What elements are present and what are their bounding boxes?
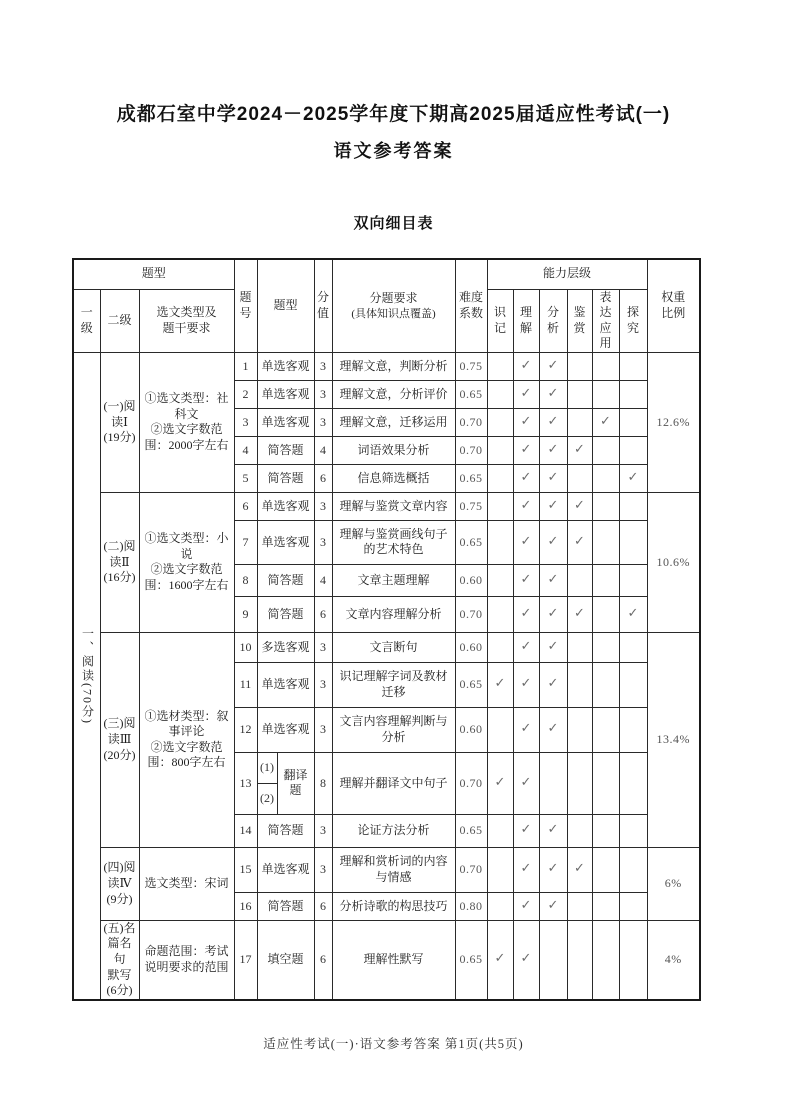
qnum-cell: 1 <box>234 352 257 380</box>
requirement-cell: 文言断句 <box>332 632 455 662</box>
qtype-cell: 简答题 <box>257 814 314 847</box>
group1-selection: ①选文类型：社科文 ②选文字数范围：2000字左右 <box>139 352 234 492</box>
check-biaoda <box>592 464 619 492</box>
difficulty-cell: 0.60 <box>455 564 487 596</box>
check-lijie: ✓ <box>513 520 539 564</box>
check-shiji <box>487 847 513 892</box>
two-way-specification-table <box>72 258 701 1001</box>
check-shiji <box>487 814 513 847</box>
check-fenxi: ✓ <box>539 436 567 464</box>
check-shiji <box>487 596 513 632</box>
check-jianshang: ✓ <box>567 847 592 892</box>
check-biaoda <box>592 436 619 464</box>
check-biaoda <box>592 492 619 520</box>
qnum-cell: 2 <box>234 380 257 408</box>
table-title: 双向细目表 <box>353 215 434 232</box>
check-biaoda <box>592 596 619 632</box>
qnum-cell: 7 <box>234 520 257 564</box>
qtype-cell: 多选客观 <box>257 632 314 662</box>
table-row <box>73 492 700 520</box>
qnum-cell: 5 <box>234 464 257 492</box>
requirement-cell: 识记理解字词及教材迁移 <box>332 662 455 707</box>
header-ability-jianshang: 鉴 赏 <box>567 289 592 352</box>
table-row <box>73 352 700 380</box>
qtype-cell: 单选客观 <box>257 380 314 408</box>
table-row <box>73 632 700 662</box>
group3-weight: 13.4% <box>647 632 700 847</box>
difficulty-cell: 0.60 <box>455 632 487 662</box>
check-fenxi: ✓ <box>539 564 567 596</box>
check-biaoda <box>592 352 619 380</box>
difficulty-cell: 0.65 <box>455 520 487 564</box>
group3-selection: ①选材类型：叙事评论 ②选文字数范围：800字左右 <box>139 632 234 847</box>
check-tanjiu <box>619 632 647 662</box>
check-tanjiu <box>619 707 647 752</box>
score-cell: 4 <box>314 564 332 596</box>
header-question-number: 题 号 <box>234 259 257 352</box>
score-cell: 3 <box>314 520 332 564</box>
header-weight: 权重 比例 <box>647 259 700 352</box>
difficulty-cell: 0.70 <box>455 847 487 892</box>
check-fenxi: ✓ <box>539 707 567 752</box>
score-cell: 3 <box>314 632 332 662</box>
score-cell: 3 <box>314 814 332 847</box>
check-shiji <box>487 564 513 596</box>
qnum-cell: 3 <box>234 408 257 436</box>
requirement-cell: 理解与鉴赏文章内容 <box>332 492 455 520</box>
difficulty-cell: 0.80 <box>455 892 487 920</box>
check-fenxi: ✓ <box>539 847 567 892</box>
score-cell: 3 <box>314 380 332 408</box>
requirement-cell: 分析诗歌的构思技巧 <box>332 892 455 920</box>
requirement-cell: 理解性默写 <box>332 920 455 999</box>
qtype-cell: 简答题 <box>257 464 314 492</box>
header-ability-shiji: 识 记 <box>487 289 513 352</box>
header-question-type-group: 题型 <box>73 259 234 289</box>
check-lijie: ✓ <box>513 847 539 892</box>
group4-weight: 6% <box>647 847 700 920</box>
check-lijie: ✓ <box>513 492 539 520</box>
check-jianshang <box>567 920 592 999</box>
difficulty-cell: 0.60 <box>455 707 487 752</box>
score-cell: 4 <box>314 436 332 464</box>
qtype-cell: 填空题 <box>257 920 314 999</box>
check-fenxi: ✓ <box>539 464 567 492</box>
header-level1: 一级 <box>73 289 100 352</box>
check-shiji <box>487 632 513 662</box>
header-ability-group: 能力层级 <box>487 259 647 289</box>
check-shiji <box>487 520 513 564</box>
check-fenxi: ✓ <box>539 352 567 380</box>
difficulty-cell: 0.65 <box>455 814 487 847</box>
group5-weight: 4% <box>647 920 700 999</box>
check-fenxi: ✓ <box>539 892 567 920</box>
check-jianshang: ✓ <box>567 520 592 564</box>
group2-weight: 10.6% <box>647 492 700 632</box>
check-jianshang <box>567 352 592 380</box>
check-lijie: ✓ <box>513 596 539 632</box>
check-shiji: ✓ <box>487 920 513 999</box>
check-tanjiu <box>619 408 647 436</box>
check-biaoda <box>592 707 619 752</box>
qnum-cell: 13 <box>234 752 257 814</box>
qtype-cell: 翻译题 <box>277 752 314 814</box>
check-shiji: ✓ <box>487 662 513 707</box>
score-cell: 6 <box>314 596 332 632</box>
group1-name: (一)阅 读Ⅰ (19分) <box>100 352 139 492</box>
check-lijie: ✓ <box>513 564 539 596</box>
qnum-cell: 11 <box>234 662 257 707</box>
check-lijie: ✓ <box>513 436 539 464</box>
header-ability-biaoda: 表达 应用 <box>592 289 619 352</box>
requirement-cell: 信息筛选概括 <box>332 464 455 492</box>
check-fenxi <box>539 920 567 999</box>
qnum-cell: 15 <box>234 847 257 892</box>
difficulty-cell: 0.70 <box>455 408 487 436</box>
group4-name: (四)阅 读Ⅳ (9分) <box>100 847 139 920</box>
requirement-cell: 理解文意，判断分析 <box>332 352 455 380</box>
score-cell: 8 <box>314 752 332 814</box>
header-requirement: 分题要求 (具体知识点覆盖) <box>332 259 455 352</box>
check-jianshang <box>567 892 592 920</box>
table-row <box>73 847 700 892</box>
check-tanjiu <box>619 847 647 892</box>
difficulty-cell: 0.65 <box>455 464 487 492</box>
check-fenxi: ✓ <box>539 814 567 847</box>
page-subtitle: 语文参考答案 <box>333 141 454 161</box>
check-tanjiu <box>619 920 647 999</box>
group2-selection: ①选文类型：小说 ②选文字数范围：1600字左右 <box>139 492 234 632</box>
check-lijie: ✓ <box>513 632 539 662</box>
header-ability-lijie: 理 解 <box>513 289 539 352</box>
check-tanjiu <box>619 436 647 464</box>
group5-name: (五)名 篇名句 默写 (6分) <box>100 920 139 999</box>
check-jianshang <box>567 814 592 847</box>
header-question-format: 题型 <box>257 259 314 352</box>
requirement-cell: 理解文意，分析评价 <box>332 380 455 408</box>
check-fenxi: ✓ <box>539 408 567 436</box>
check-biaoda <box>592 632 619 662</box>
check-jianshang <box>567 380 592 408</box>
check-lijie: ✓ <box>513 352 539 380</box>
header-ability-tanjiu: 探 究 <box>619 289 647 352</box>
difficulty-cell: 0.65 <box>455 380 487 408</box>
page-title: 成都石室中学2024－2025学年度下期高2025届适应性考试(一) <box>116 104 671 125</box>
qnum-cell: 14 <box>234 814 257 847</box>
group4-selection: 选文类型：宋词 <box>139 847 234 920</box>
requirement-cell: 文言内容理解判断与分析 <box>332 707 455 752</box>
qnum-cell: 10 <box>234 632 257 662</box>
check-lijie: ✓ <box>513 920 539 999</box>
check-tanjiu: ✓ <box>619 464 647 492</box>
qnum-cell: 9 <box>234 596 257 632</box>
check-lijie: ✓ <box>513 752 539 814</box>
qtype-cell: 简答题 <box>257 564 314 596</box>
header-score: 分 值 <box>314 259 332 352</box>
qnum-cell: 4 <box>234 436 257 464</box>
score-cell: 6 <box>314 892 332 920</box>
requirement-cell: 理解与鉴赏画线句子的艺术特色 <box>332 520 455 564</box>
check-shiji <box>487 380 513 408</box>
check-shiji <box>487 352 513 380</box>
difficulty-cell: 0.75 <box>455 352 487 380</box>
qtype-cell: 单选客观 <box>257 847 314 892</box>
header-row-1 <box>73 259 700 289</box>
difficulty-cell: 0.70 <box>455 436 487 464</box>
check-biaoda <box>592 520 619 564</box>
subquestion-1-cell: (1) <box>257 752 277 783</box>
check-shiji <box>487 707 513 752</box>
check-fenxi: ✓ <box>539 380 567 408</box>
score-cell: 6 <box>314 920 332 999</box>
check-biaoda <box>592 662 619 707</box>
header-level2: 二级 <box>100 289 139 352</box>
check-biaoda <box>592 892 619 920</box>
check-shiji <box>487 464 513 492</box>
check-jianshang <box>567 408 592 436</box>
check-fenxi: ✓ <box>539 596 567 632</box>
group1-weight: 12.6% <box>647 352 700 492</box>
check-jianshang: ✓ <box>567 436 592 464</box>
qtype-cell: 简答题 <box>257 436 314 464</box>
qnum-cell: 17 <box>234 920 257 999</box>
qtype-cell: 单选客观 <box>257 352 314 380</box>
check-biaoda <box>592 847 619 892</box>
requirement-cell: 文章主题理解 <box>332 564 455 596</box>
check-tanjiu <box>619 352 647 380</box>
check-lijie: ✓ <box>513 662 539 707</box>
qtype-cell: 单选客观 <box>257 520 314 564</box>
check-tanjiu <box>619 380 647 408</box>
check-lijie: ✓ <box>513 380 539 408</box>
check-biaoda <box>592 380 619 408</box>
check-lijie: ✓ <box>513 814 539 847</box>
group3-name: (三)阅 读Ⅲ (20分) <box>100 632 139 847</box>
level1-label: 一、阅读(70分) <box>80 626 95 725</box>
check-biaoda <box>592 564 619 596</box>
difficulty-cell: 0.70 <box>455 596 487 632</box>
header-difficulty: 难度 系数 <box>455 259 487 352</box>
check-lijie: ✓ <box>513 707 539 752</box>
check-jianshang <box>567 632 592 662</box>
check-biaoda <box>592 814 619 847</box>
difficulty-cell: 0.65 <box>455 920 487 999</box>
check-tanjiu <box>619 564 647 596</box>
check-tanjiu <box>619 492 647 520</box>
check-shiji <box>487 492 513 520</box>
score-cell: 3 <box>314 847 332 892</box>
subquestion-2-cell: (2) <box>257 783 277 814</box>
check-fenxi: ✓ <box>539 632 567 662</box>
table-row <box>73 920 700 999</box>
qtype-cell: 单选客观 <box>257 707 314 752</box>
check-jianshang <box>567 662 592 707</box>
check-tanjiu <box>619 520 647 564</box>
check-fenxi: ✓ <box>539 662 567 707</box>
qnum-cell: 12 <box>234 707 257 752</box>
qnum-cell: 6 <box>234 492 257 520</box>
requirement-cell: 理解和赏析词的内容与情感 <box>332 847 455 892</box>
check-lijie: ✓ <box>513 464 539 492</box>
check-fenxi: ✓ <box>539 492 567 520</box>
qtype-cell: 单选客观 <box>257 492 314 520</box>
check-jianshang: ✓ <box>567 596 592 632</box>
header-ability-fenxi: 分 析 <box>539 289 567 352</box>
check-jianshang <box>567 707 592 752</box>
qnum-cell: 16 <box>234 892 257 920</box>
check-tanjiu <box>619 662 647 707</box>
check-shiji <box>487 436 513 464</box>
requirement-cell: 理解文意，迁移运用 <box>332 408 455 436</box>
check-biaoda <box>592 752 619 814</box>
difficulty-cell: 0.65 <box>455 662 487 707</box>
check-jianshang: ✓ <box>567 492 592 520</box>
score-cell: 3 <box>314 408 332 436</box>
level1-cell <box>73 352 100 999</box>
score-cell: 3 <box>314 707 332 752</box>
group5-selection: 命题范围：考试说明要求的范围 <box>139 920 234 999</box>
check-lijie: ✓ <box>513 408 539 436</box>
requirement-cell: 文章内容理解分析 <box>332 596 455 632</box>
check-shiji <box>487 408 513 436</box>
score-cell: 6 <box>314 464 332 492</box>
check-jianshang <box>567 752 592 814</box>
difficulty-cell: 0.70 <box>455 752 487 814</box>
requirement-cell: 论证方法分析 <box>332 814 455 847</box>
check-tanjiu <box>619 752 647 814</box>
header-selection: 选文类型及 题干要求 <box>139 289 234 352</box>
check-biaoda <box>592 920 619 999</box>
difficulty-cell: 0.75 <box>455 492 487 520</box>
check-shiji: ✓ <box>487 752 513 814</box>
check-tanjiu <box>619 892 647 920</box>
page-footer: 适应性考试(一)·语文参考答案 第1页(共5页) <box>263 1037 524 1051</box>
qnum-cell: 8 <box>234 564 257 596</box>
check-biaoda: ✓ <box>592 408 619 436</box>
check-jianshang <box>567 464 592 492</box>
requirement-cell: 理解并翻译文中句子 <box>332 752 455 814</box>
requirement-cell: 词语效果分析 <box>332 436 455 464</box>
score-cell: 3 <box>314 492 332 520</box>
check-lijie: ✓ <box>513 892 539 920</box>
qtype-cell: 单选客观 <box>257 408 314 436</box>
qtype-cell: 简答题 <box>257 892 314 920</box>
check-fenxi: ✓ <box>539 520 567 564</box>
check-tanjiu <box>619 814 647 847</box>
qtype-cell: 单选客观 <box>257 662 314 707</box>
qtype-cell: 简答题 <box>257 596 314 632</box>
check-fenxi <box>539 752 567 814</box>
check-jianshang <box>567 564 592 596</box>
group2-name: (二)阅 读Ⅱ (16分) <box>100 492 139 632</box>
check-tanjiu: ✓ <box>619 596 647 632</box>
score-cell: 3 <box>314 352 332 380</box>
check-shiji <box>487 892 513 920</box>
score-cell: 3 <box>314 662 332 707</box>
